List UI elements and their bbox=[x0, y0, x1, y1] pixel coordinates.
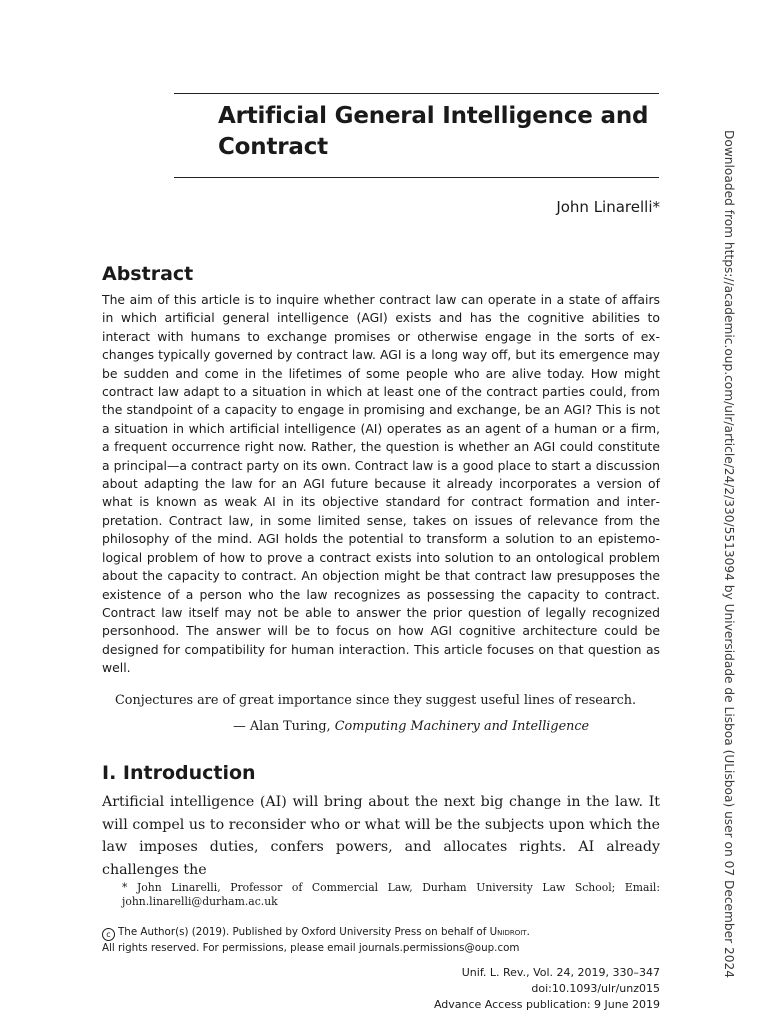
citation-doi: doi:10.1093/ulr/unz015 bbox=[531, 981, 660, 995]
introduction-body: Artificial intelligence (AI) will bring about the next big change in the law. It will compel us to reconsider who or what will be the subjects upon which the law imposes duties, confers powers, and allocates rights. AI already challenges the bbox=[102, 794, 660, 878]
article-title-line-2: Contract bbox=[218, 134, 328, 160]
citation-journal: Unif. L. Rev., Vol. 24, 2019, 330–347 bbox=[461, 966, 660, 979]
download-watermark: Downloaded from https://academic.oup.com/ulr/article/24/2/330/5513094 by Universidade de Lisboa (ULisboa) user on 07 December 2024 bbox=[722, 130, 736, 979]
copyright-text: The Author(s) (2019). Published by Oxford University Press on behalf of bbox=[118, 926, 490, 938]
citation-block bbox=[360, 965, 660, 1012]
article-title bbox=[218, 101, 663, 163]
author-footnote: * John Linarelli, Professor of Commercial Law, Durham University Law School; Email: john.linarelli@durham.ac.uk bbox=[122, 881, 660, 908]
epigraph-author: — Alan Turing, bbox=[233, 719, 335, 734]
introduction-heading: I. Introduction bbox=[102, 762, 256, 784]
copyright-period: . bbox=[526, 926, 530, 938]
title-bottom-rule bbox=[174, 177, 659, 178]
epigraph-quote: Conjectures are of great importance since they suggest useful lines of research. bbox=[115, 693, 637, 708]
abstract-body: The aim of this article is to inquire whether contract law can operate in a state of affairs in which artificial general intelligence (AGI) exists and has the cognitive abilities to interact with humans to exchange promises or otherwise engage in the sorts of exchanges typically governed by contract law. AGI is a long way off, but its emergence may be sudden and come in the lifetimes of some people who are alive today. How might contract law adapt to a situation in which at least one of the contract parties could, from the standpoint of a capacity to engage in promising and exchange, be an AGI? This is not a situation in which artificial intelligence (AI) operates as an agent of a human or a firm, a frequent occurrence right now. Rather, the question is whether an AGI could constitute a principal—a contract party on its own. Contract law is a good place to start a discussion about adapting the law for an AGI future because it already incorporates a version of what is known as weak AI in its objective standard for contract formation and interpretation. Contract law, in some limited sense, takes on issues of relevance from the philosophy of the mind. AGI holds the potential to transform a solution to an epistemological problem of how to prove a contract exists into solution to an ontological problem about the capacity to contract. An objection might be that contract law presupposes the existence of a person who the law recognizes as possessing the capacity to contract. Contract law itself may not be able to answer the prior question of legally recognized personhood. The answer will be to focus on how AGI cognitive architecture could be designed for compatibility for human interaction. This article focuses on that question as well. bbox=[102, 292, 660, 676]
citation-advance-access: Advance Access publication: 9 June 2019 bbox=[433, 997, 660, 1011]
author-name: John Linarelli* bbox=[556, 198, 660, 216]
copyright-line-1 bbox=[102, 925, 662, 941]
title-top-rule bbox=[174, 93, 659, 94]
copyright-notice bbox=[102, 925, 662, 956]
article-title-line-1: Artificial General Intelligence and bbox=[218, 103, 649, 129]
copyright-line-2: All rights reserved. For permissions, please email journals.permissions@oup.com bbox=[102, 942, 520, 954]
epigraph-attribution bbox=[233, 719, 663, 734]
copyright-icon: c bbox=[102, 928, 115, 941]
epigraph-work-title: Computing Machinery and Intelligence bbox=[334, 719, 590, 734]
abstract-heading: Abstract bbox=[102, 263, 194, 285]
copyright-publisher: Unidroit bbox=[489, 926, 527, 938]
